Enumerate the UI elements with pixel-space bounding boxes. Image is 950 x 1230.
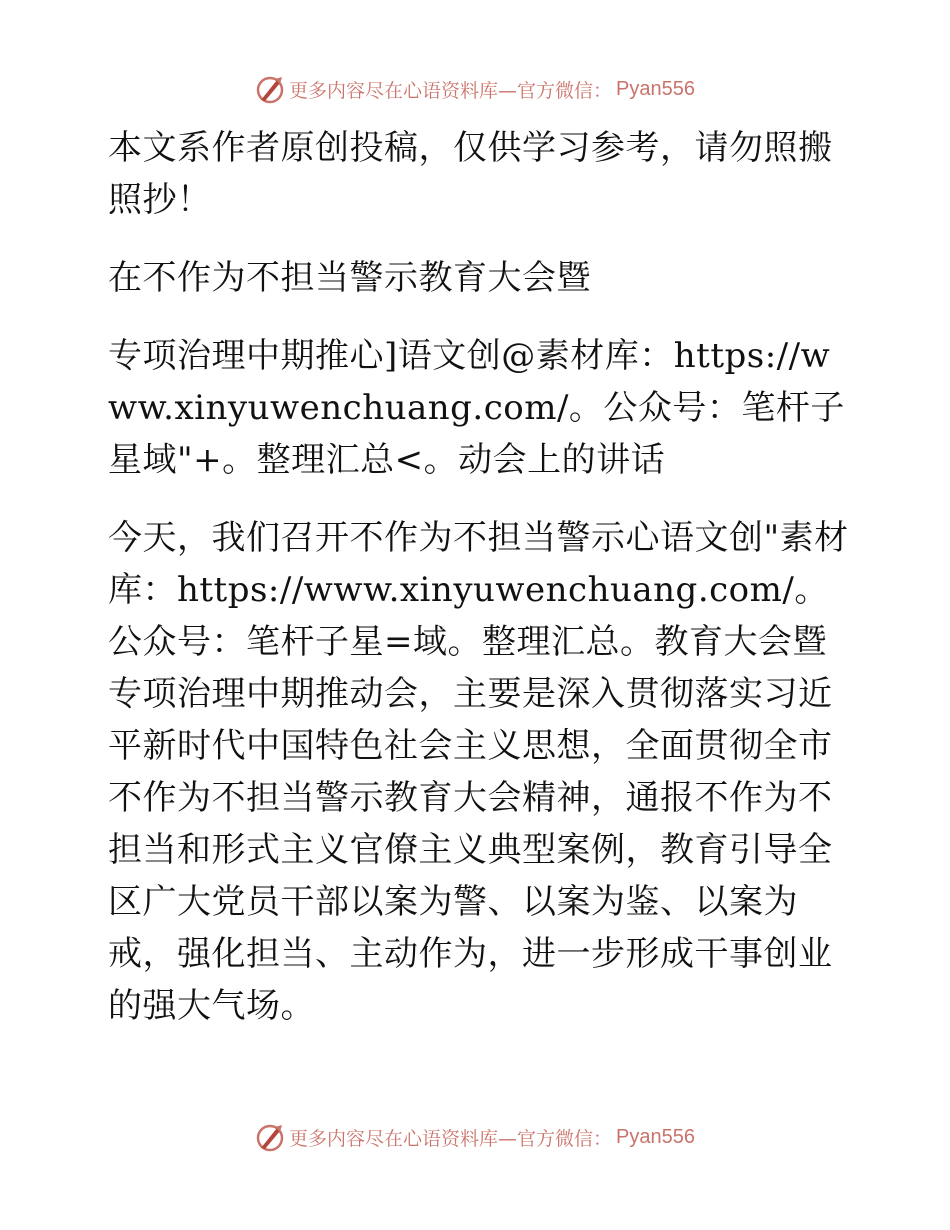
header-watermark: [0, 74, 950, 104]
quill-pen-icon: [255, 1122, 285, 1152]
footer-watermark-handle: Pyan556: [616, 1125, 695, 1148]
disclaimer: 本文系作者原创投稿，仅供学习参考，请勿照搬照抄！: [108, 128, 833, 220]
document-title: 在不作为不担当警示教育大会暨: [108, 258, 591, 298]
quill-pen-icon: [255, 74, 285, 104]
document-subtitle: 专项治理中期推心]语文创@素材库：https://www.xinyuwenchuang.com/。公众号：笔杆子星域"+。整理汇总<。动会上的讲话: [108, 336, 845, 480]
header-watermark-handle: Pyan556: [616, 77, 695, 100]
body-paragraph: 今天，我们召开不作为不担当警示心语文创"素材库：https://www.xinyuwenchuang.com/。公众号：笔杆子星=域。整理汇总。教育大会暨专项治理中期推动会，主要是深入贯彻落实习近平新时代中国特色社会主义思想，全面贯彻全市不作为不担当警示教育大会精神，通报不作为不担当和形式主义官僚主义典型案例，教育引导全区广大党员干部以案为警、以案为鉴、以案为戒，强化担当、主动作为，进一步形成干事创业的强大气场。: [108, 518, 849, 1026]
header-watermark-text: 更多内容尽在心语资料库—官方微信：: [289, 79, 613, 102]
footer-watermark-text: 更多内容尽在心语资料库—官方微信：: [289, 1127, 613, 1150]
footer-watermark: [0, 1122, 950, 1152]
document-body: [98, 122, 858, 1032]
